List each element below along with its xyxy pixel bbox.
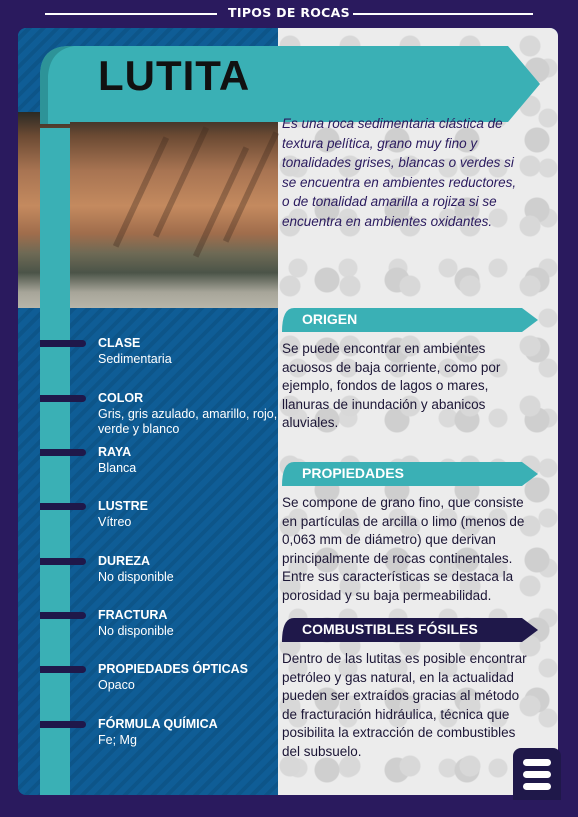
property-tab [40,721,86,728]
section-header-origen [282,308,522,332]
property-label: FRACTURA [98,608,168,622]
top-rule-right [353,13,533,15]
property-label: PROPIEDADES ÓPTICAS [98,662,249,676]
property-tab [40,558,86,565]
property-label: DUREZA [98,554,151,568]
property-label: LUSTRE [98,499,148,513]
property-value: Vítreo [98,515,132,529]
property-label: COLOR [98,391,144,405]
section-title: PROPIEDADES [302,465,404,481]
menu-icon [523,783,551,790]
top-bar [0,0,578,28]
property-value: Fe; Mg [98,733,137,747]
menu-icon [523,759,551,766]
property-value: Gris, gris azulado, amarillo, rojo, verde y blanco [98,407,278,436]
section-body-combustibles-fosiles: Dentro de las lutitas es posible encontrar petróleo y gas natural, en la actualidad pueden ser extraídos gracias al método de fracturación hidráulica, técnica que posibilita la extracción de combustibles del subsuelo. [282,651,527,759]
property-tab [40,666,86,673]
property-tab [40,503,86,510]
property-label: RAYA [98,445,132,459]
menu-button[interactable] [513,748,561,800]
property-value: Blanca [98,461,137,475]
category-title: TIPOS DE ROCAS [228,5,350,20]
rock-description: Es una roca sedimentaria clástica de textura pelítica, grano muy fino y tonalidades grises, blancas o verdes si se encuentra en ambientes reductores, o de tonalidad amarilla a rojiza si se encuentra en ambientes oxidantes. [282,116,517,229]
property-label: FÓRMULA QUÍMICA [98,717,218,731]
property-value: Opaco [98,678,135,692]
section-title: COMBUSTIBLES FÓSILES [302,621,478,637]
section-body-origen: Se puede encontrar en ambientes acuosos de baja corriente, como por ejemplo, fondos de lagos o mares, llanuras de inundación y abanicos aluviales. [282,341,501,430]
property-tab [40,395,86,402]
property-value: No disponible [98,570,174,584]
property-tab [40,340,86,347]
property-value: No disponible [98,624,174,638]
rock-name: LUTITA [98,52,251,99]
section-title: ORIGEN [302,311,358,327]
property-tab [40,449,86,456]
menu-icon [523,771,551,778]
property-label: CLASE [98,336,141,350]
section-header-combustibles-fosiles [282,618,522,642]
property-tab [40,612,86,619]
vertical-accent-bar [40,128,70,795]
section-body-propiedades: Se compone de grano fino, que consiste en partículas de arcilla o limo (menos de 0,063 mm de diámetro) que derivan principalmente de rocas continentales. Entre sus características se destaca la porosidad y su baja permeabilidad. [282,495,525,603]
property-value: Sedimentaria [98,352,172,366]
section-header-propiedades [282,462,522,486]
